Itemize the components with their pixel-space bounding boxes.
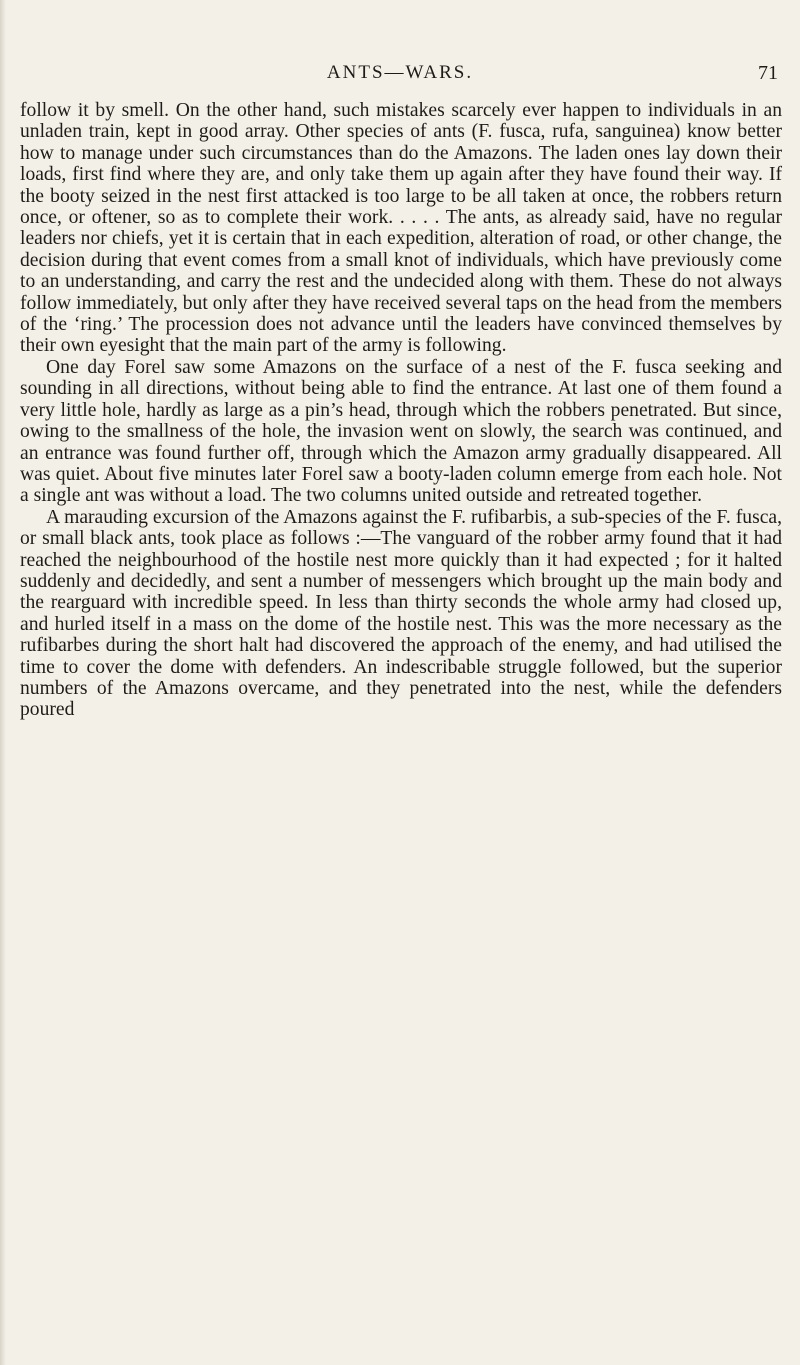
running-head — [20, 62, 780, 90]
running-title: ANTS—WARS. — [326, 62, 474, 83]
body-text — [20, 100, 782, 721]
page-number: 71 — [758, 62, 778, 84]
page-gutter-shadow — [0, 0, 6, 1365]
paragraph-1: follow it by smell. On the other hand, such mistakes scarcely ever happen to individuals in an unladen train, kept in good array. Other species of ants (F. fusca, rufa, sanguinea) know better how to manage under such circumstances than do the Amazons. The laden ones lay down their loads, first find where they are, and only take them up again after they have found their way. If the booty seized in the nest first attacked is too large to be all taken at once, the robbers return once, or oftener, so as to complete their work. . . . . The ants, as already said, have no regular leaders nor chiefs, yet it is certain that in each expedition, alteration of road, or other change, the decision during that event comes from a small knot of individuals, which have previously come to an understanding, and carry the rest and the undecided along with them. These do not always follow immediately, but only after they have received several taps on the head from the members of the ‘ring.’ The procession does not advance until the leaders have convinced themselves by their own eyesight that the main part of the army is following. — [20, 100, 782, 357]
paragraph-3: A marauding excursion of the Amazons against the F. rufibarbis, a sub-species of the F. fusca, or small black ants, took place as follows :—The vanguard of the robber army found that it had reached the neighbourhood of the hostile nest more quickly than it had expected ; for it halted suddenly and decidedly, and sent a number of messengers which brought up the main body and the rearguard with incredible speed. In less than thirty seconds the whole army had closed up, and hurled itself in a mass on the dome of the hostile nest. This was the more necessary as the rufibarbes during the short halt had discovered the approach of the enemy, and had utilised the time to cover the dome with defenders. An indescribable struggle followed, but the superior numbers of the Amazons overcame, and they penetrated into the nest, while the defenders poured — [20, 506, 782, 721]
paragraph-2: One day Forel saw some Amazons on the surface of a nest of the F. fusca seeking and sounding in all directions, without being able to find the entrance. At last one of them found a very little hole, hardly as large as a pin’s head, through which the robbers penetrated. But since, owing to the smallness of the hole, the invasion went on slowly, the search was continued, and an entrance was found further off, through which the Amazon army gradually disappeared. All was quiet. About five minutes later Forel saw a booty-laden column emerge from each hole. Not a single ant was without a load. The two columns united outside and retreated together. — [20, 356, 782, 507]
